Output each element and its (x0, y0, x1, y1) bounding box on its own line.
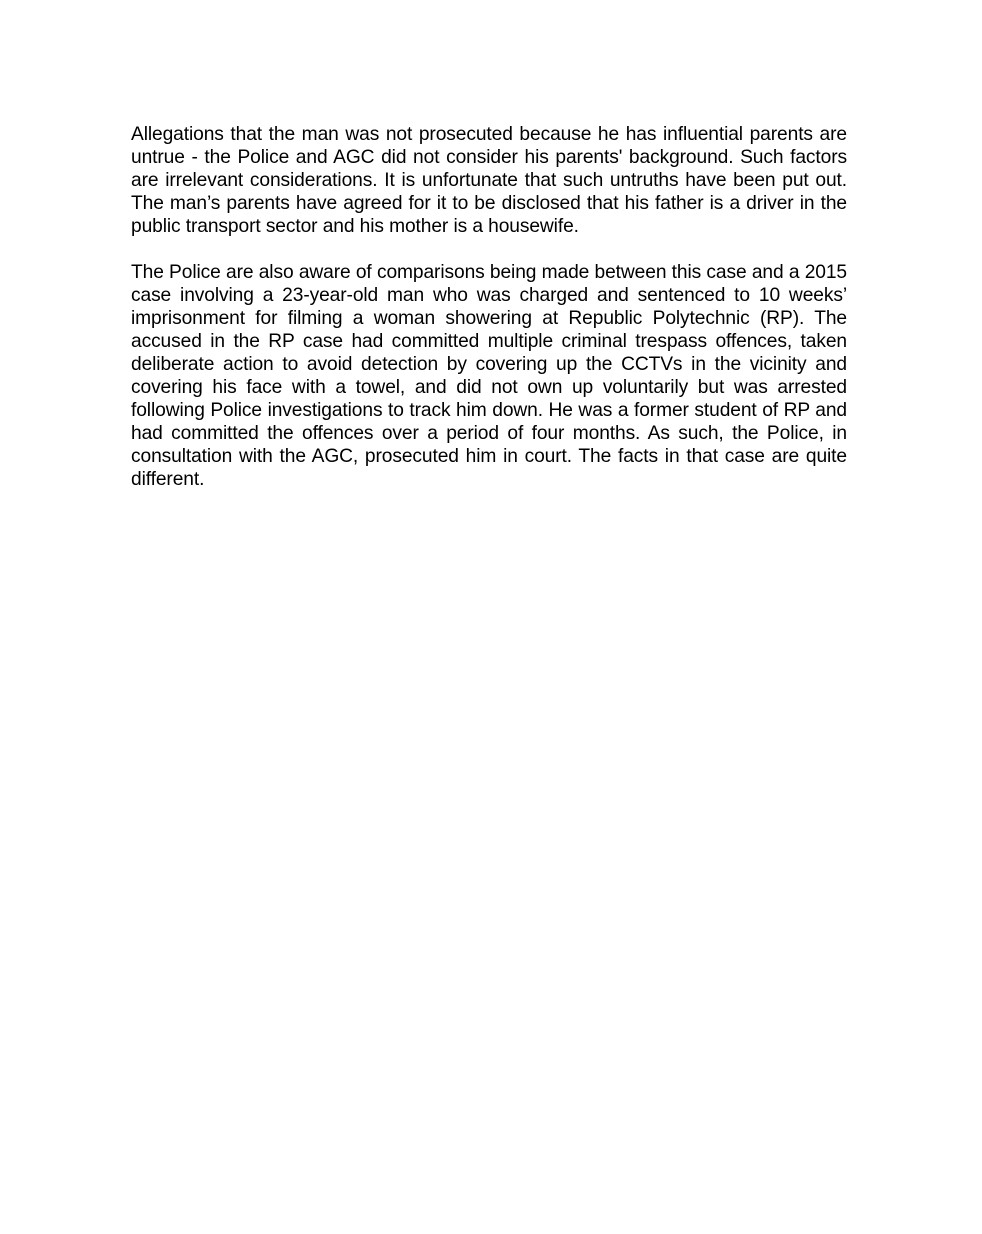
paragraph-allegations: Allegations that the man was not prosecuted because he has influential parents are untrue - the Police and AGC did not consider his parents' background. Such factors are irrelevant considerations. It is unfortunate that such untruths have been put out. The man’s parents have agreed for it to be disclosed that his father is a driver in the public transport sector and his mother is a housewife. (131, 124, 847, 237)
document-body (131, 123, 847, 491)
paragraph-comparison: The Police are also aware of comparisons being made between this case and a 2015 case involving a 23-year-old man who was charged and sentenced to 10 weeks’ imprisonment for filming a woman showering at Republic Polytechnic (RP). The accused in the RP case had committed multiple criminal trespass offences, taken deliberate action to avoid detection by covering up the CCTVs in the vicinity and covering his face with a towel, and did not own up voluntarily but was arrested following Police investigations to track him down. He was a former student of RP and had committed the offences over a period of four months. As such, the Police, in consultation with the AGC, prosecuted him in court. The facts in that case are quite different. (131, 262, 847, 490)
